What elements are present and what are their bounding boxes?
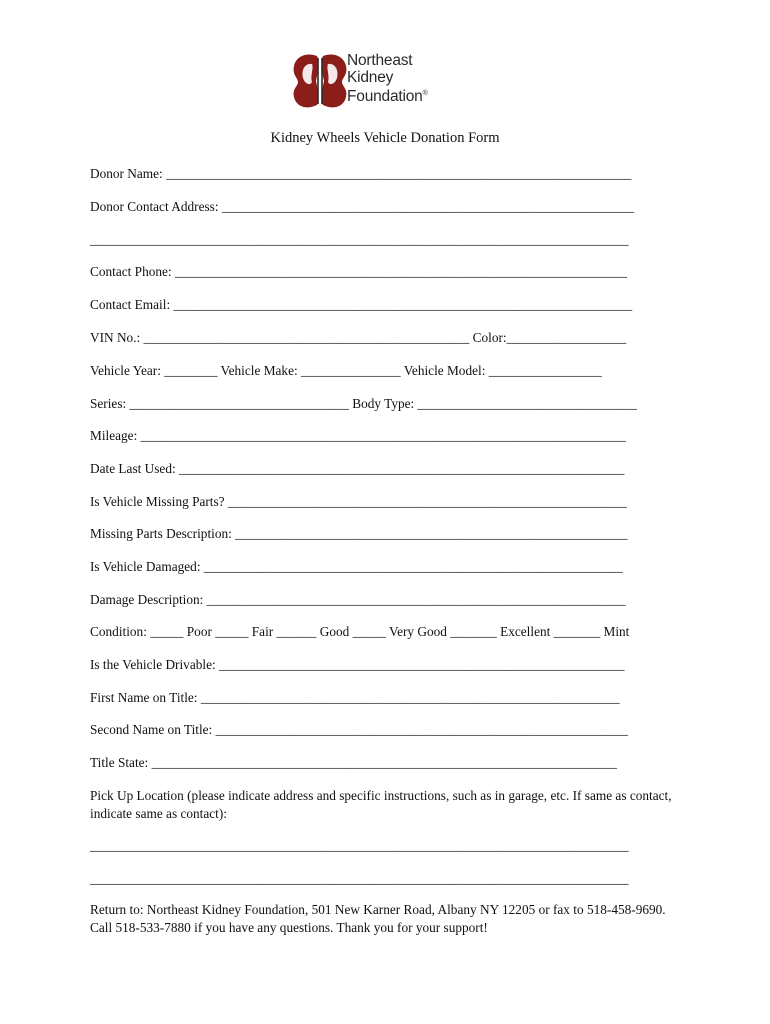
logo-line-3: Foundation (347, 88, 423, 106)
donor-name-field[interactable]: Donor Name: ______________________________________________________________________ (90, 166, 632, 181)
condition-field[interactable]: Condition: _____ Poor _____ Fair ______ Good _____ Very Good _______ Excellent _______ Mint (90, 624, 630, 639)
form-title: Kidney Wheels Vehicle Donation Form (270, 130, 500, 146)
mileage-field[interactable]: Mileage: _________________________________________________________________________ (90, 428, 626, 443)
donor-address-field[interactable]: Donor Contact Address: ______________________________________________________________ (90, 199, 635, 214)
drivable-field[interactable]: Is the Vehicle Drivable: _____________________________________________________________ (90, 657, 625, 672)
logo-wordmark (347, 53, 428, 106)
donor-address-field-2[interactable]: _________________________________________________________________________________ (90, 232, 629, 247)
vehicle-damaged-field[interactable]: Is Vehicle Damaged: _______________________________________________________________ (90, 559, 623, 574)
pickup-location-blank-2[interactable]: _________________________________________________________________________________ (90, 871, 629, 886)
contact-phone-field[interactable]: Contact Phone: ____________________________________________________________________ (90, 264, 628, 279)
logo-line-2: Kidney (347, 68, 394, 86)
contact-email-field[interactable]: Contact Email: _____________________________________________________________________ (90, 297, 633, 312)
vehicle-year-make-model-field[interactable]: Vehicle Year: ________ Vehicle Make: _______________ Vehicle Model: _________________ (90, 363, 602, 378)
missing-parts-description-field[interactable]: Missing Parts Description: ___________________________________________________________ (90, 526, 628, 541)
title-state-field[interactable]: Title State: ______________________________________________________________________ (90, 755, 617, 770)
second-name-on-title-field[interactable]: Second Name on Title: ______________________________________________________________ (90, 722, 628, 737)
logo-line-1: Northeast (347, 52, 413, 69)
foundation-logo (290, 50, 460, 112)
first-name-on-title-field[interactable]: First Name on Title: _______________________________________________________________ (90, 690, 620, 705)
kidney-logo-icon (290, 50, 350, 112)
pickup-location-instructions: Pick Up Location (please indicate address and specific instructions, such as in garage, etc. If same as contact, indicate same as contact): (90, 788, 672, 821)
series-body-type-field[interactable]: Series: _________________________________ Body Type: _________________________________ (90, 396, 637, 411)
return-instructions: Return to: Northeast Kidney Foundation, 501 New Karner Road, Albany NY 12205 or fax to 518-458-9690. Call 518-533-7880 if you have any questions. Thank you for your support! (90, 902, 666, 935)
registered-mark: ® (422, 90, 428, 97)
date-last-used-field[interactable]: Date Last Used: ___________________________________________________________________ (90, 461, 625, 476)
missing-parts-field[interactable]: Is Vehicle Missing Parts? ____________________________________________________________ (90, 494, 627, 509)
vin-color-field[interactable]: VIN No.: _________________________________________________ Color:__________________ (90, 330, 627, 345)
damage-description-field[interactable]: Damage Description: _______________________________________________________________ (90, 592, 626, 607)
pickup-location-blank-1[interactable]: _________________________________________________________________________________ (90, 838, 629, 853)
